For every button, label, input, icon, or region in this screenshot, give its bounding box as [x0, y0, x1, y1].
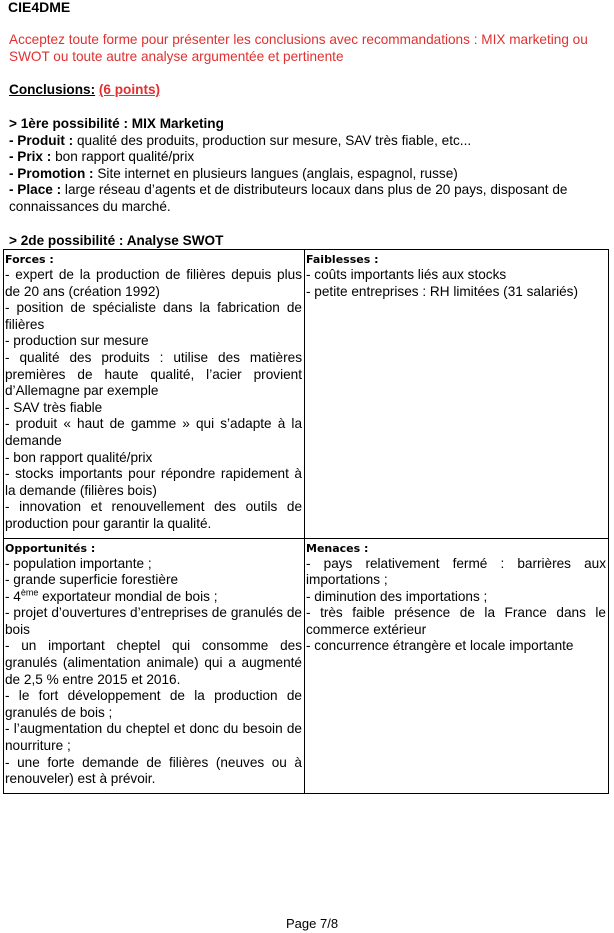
exporter-prefix: - 4 — [5, 588, 21, 604]
list-item: - coûts importants liés aux stocks — [306, 267, 507, 282]
conclusions-points: (6 points) — [98, 82, 161, 97]
list-item: - qualité des produits : utilise des matières premières de haute qualité, l’acier provient d’Allemagne par exemple — [5, 349, 302, 399]
mix-text: Site internet en plusieurs langues (anglais, espagnol, russe) — [93, 165, 458, 181]
list-item: - stocks importants pour répondre rapidement à la demande (filières bois) — [5, 466, 302, 498]
mix-label: - Prix : — [9, 149, 52, 165]
list-item: - une forte demande de filières (neuves ou à renouveler) est à prévoir. — [5, 754, 302, 787]
mix-item-produit — [9, 133, 613, 150]
mix-text: large réseau d’agents et de distributeurs locaux dans plus de 20 pays, disposant de connaissances du marché. — [9, 182, 568, 214]
list-item: - très faible présence de la France dans le commerce extérieur — [306, 605, 606, 637]
instruction-text: Acceptez toute forme pour présenter les conclusions avec recommandations : MIX marketing ou SWOT ou toute autre analyse argumentée et pertinente — [9, 32, 588, 64]
list-item: - bon rapport qualité/prix — [5, 449, 153, 465]
mix-label: - Place : — [9, 182, 62, 198]
opportunites-title: Opportunités : — [5, 541, 96, 555]
list-item: - le fort développement de la production de granulés de bois ; — [5, 688, 302, 720]
swot-table — [3, 249, 609, 794]
list-item: - innovation et renouvellement des outils de production pour garantir la qualité. — [5, 499, 302, 531]
swot-menaces-cell — [305, 538, 609, 793]
list-item-exporter — [5, 589, 302, 606]
list-item: - expert de la production de filières depuis plus de 20 ans (création 1992) — [5, 267, 302, 299]
mix-label: - Promotion : — [9, 165, 94, 181]
faiblesses-title: Faiblesses : — [306, 253, 379, 266]
mix-text: qualité des produits, production sur mesure, SAV très fiable, etc... — [73, 132, 472, 148]
conclusions-title: Conclusions: — [9, 82, 96, 97]
mix-marketing-section — [9, 116, 613, 216]
list-item: - SAV très fiable — [5, 399, 103, 415]
mix-heading: > 1ère possibilité : MIX Marketing — [9, 116, 224, 131]
menaces-title: Menaces : — [306, 541, 369, 555]
list-item: - l’augmentation du cheptel et donc du besoin de nourriture ; — [5, 721, 302, 754]
list-item: - grande superficie forestière — [5, 572, 179, 588]
mix-label: - Produit : — [9, 132, 74, 148]
list-item: - diminution des importations ; — [306, 588, 488, 604]
swot-heading: > 2de possibilité : Analyse SWOT — [9, 233, 224, 248]
page-number: Page 7/8 — [286, 916, 339, 931]
list-item: - production sur mesure — [5, 333, 149, 349]
mix-text: bon rapport qualité/prix — [51, 149, 195, 165]
list-item: - projet d’ouvertures d’entreprises de granulés de bois — [5, 605, 302, 637]
list-item: - position de spécialiste dans la fabrication de filières — [5, 300, 302, 332]
list-item: - population importante ; — [5, 555, 152, 571]
swot-row-external — [4, 538, 609, 793]
exporter-suffix: exportateur mondial de bois ; — [38, 588, 218, 604]
swot-faiblesses-cell — [305, 250, 609, 539]
exporter-sup: ème — [20, 587, 39, 598]
conclusions-heading — [9, 82, 160, 99]
mix-item-promotion — [9, 166, 613, 183]
list-item: - petite entreprises : RH limitées (31 salariés) — [306, 283, 578, 299]
swot-opportunites-cell — [4, 538, 305, 793]
list-item: - produit « haut de gamme » qui s’adapte à la demande — [5, 416, 302, 448]
forces-title: Forces : — [5, 253, 54, 266]
mix-item-prix — [9, 149, 613, 166]
mix-item-place — [9, 182, 613, 215]
list-item: - un important cheptel qui consomme des granulés (alimentation animale) qui a augmenté de 2,5 % entre 2015 et 2016. — [5, 638, 302, 687]
list-item: - pays relativement fermé : barrières aux importations ; — [306, 555, 606, 588]
swot-forces-cell — [4, 250, 305, 539]
swot-row-internal — [4, 250, 609, 539]
list-item: - concurrence étrangère et locale importante — [306, 638, 574, 654]
document-code: CIE4DME — [8, 0, 71, 15]
